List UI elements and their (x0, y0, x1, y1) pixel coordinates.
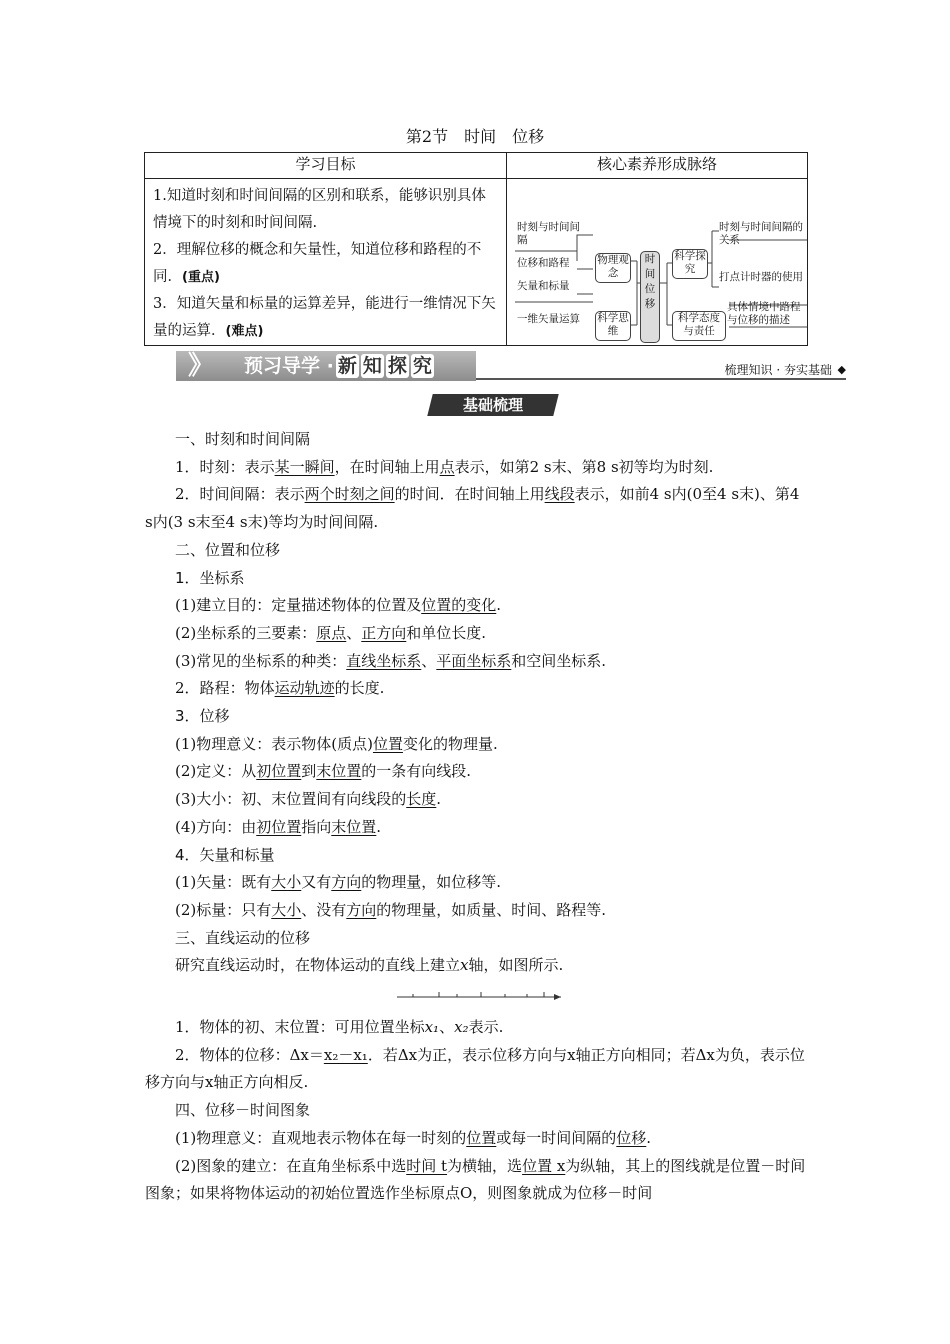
diamond-icon: ◆ (837, 363, 846, 376)
section-heading: 四、位移－时间图象 (175, 1101, 311, 1120)
paragraph: (1)物理意义：表示物体(质点)位置变化的物理量. (175, 734, 498, 753)
goals-header: 学习目标 (145, 153, 507, 179)
paragraph: (2)坐标系的三要素：原点、正方向和单位长度. (175, 623, 487, 642)
diagram-right-item: 时刻与时间间隔的关系 (719, 221, 803, 246)
goal-item: 2．理解位移的概念和矢量性，知道位移和路程的不同．(重点) (153, 242, 482, 285)
goals-cell (145, 179, 507, 346)
diagram-right-item: 具体情境中路程与位移的描述 (727, 301, 801, 326)
paragraph: (1)矢量：既有大小又有方向的物理量，如位移等. (175, 873, 502, 892)
paragraph: 2．物体的位移：Δx＝x₂－x₁．若Δx为正，表示位移方向与x轴正方向相同；若Δx为负，表示位移方向与x轴正方向相反. (145, 1045, 805, 1092)
diagram-left-item: 矢量和标量 (517, 280, 570, 292)
paragraph: (3)大小：初、末位置间有向线段的长度. (175, 790, 442, 809)
subheading: 4．矢量和标量 (175, 845, 275, 864)
coordinate-axis-figure (145, 980, 810, 1014)
goal-item: 3．知道矢量和标量的运算差异，能进行一维情况下矢量的运算．(难点) (153, 296, 496, 339)
paragraph: (2)定义：从初位置到末位置的一条有向线段. (175, 762, 472, 781)
diagram-left-item: 时刻与时间间隔 (517, 221, 580, 246)
paragraph: (2)图象的建立：在直角坐标系中选时间 t为横轴，选位置 x为纵轴，其上的图线就是位置－时间图象；如果将物体运动的初始位置选作坐标原点O，则图象就成为位移－时间 (145, 1156, 806, 1203)
banner-bar (176, 351, 476, 381)
difficulty-tag: (重点) (182, 270, 220, 285)
concept-box: 科学思维 (595, 311, 631, 341)
paragraph: (1)建立目的：定量描述物体的位置及位置的变化. (175, 596, 502, 615)
paragraph: 1．物体的初、末位置：可用位置坐标x₁、x₂表示. (175, 1018, 504, 1037)
diagram-right-item: 打点计时器的使用 (719, 271, 803, 283)
paragraph: (2)标量：只有大小、没有方向的物理量，如质量、时间、路程等. (175, 900, 607, 919)
banner-rule (476, 378, 846, 380)
skill-box: 科学探究 (672, 249, 708, 279)
chevron-icon: 》 (188, 351, 215, 381)
subheading: 1．坐标系 (175, 568, 245, 587)
section-label: 基础梳理 (424, 394, 562, 418)
section-banner (176, 347, 852, 385)
diagram-left-item: 一维矢量运算 (517, 313, 580, 325)
concept-box: 物理观念 (595, 253, 631, 283)
banner-title: 预习导学 · 新 知 探 究 (244, 355, 432, 377)
section-heading: 三、直线运动的位移 (175, 928, 311, 947)
section-heading: 一、时刻和时间间隔 (175, 430, 311, 448)
paragraph: 2．路程：物体运动轨迹的长度. (175, 679, 385, 698)
difficulty-tag: (难点) (225, 324, 264, 339)
goals-table (144, 152, 808, 346)
main-content (145, 426, 810, 1208)
paragraph: (3)常见的坐标系的种类：直线坐标系、平面坐标系和空间坐标系. (175, 651, 607, 670)
paragraph: 1．时刻：表示某一瞬间，在时间轴上用点表示，如第2 s末、第8 s初等均为时刻. (175, 457, 714, 476)
subheading: 3．位移 (175, 707, 230, 726)
goal-item: 1.知道时刻和时间间隔的区别和联系，能够识别具体情境下的时刻和时间间隔. (153, 188, 486, 231)
center-topic: 时间位移 (640, 251, 660, 343)
literacy-diagram (507, 179, 807, 345)
skill-box: 科学态度与责任 (672, 311, 726, 341)
literacy-header: 核心素养形成脉络 (507, 153, 808, 179)
paragraph: 研究直线运动时，在物体运动的直线上建立x轴，如图所示. (175, 956, 564, 975)
diagram-left-item: 位移和路程 (517, 257, 570, 269)
literacy-diagram-cell (507, 179, 808, 346)
page-title: 第2节 时间 位移 (405, 127, 545, 146)
axis-svg (145, 980, 810, 1014)
paragraph: (4)方向：由初位置指向末位置. (175, 817, 382, 836)
paragraph: 2．时间间隔：表示两个时刻之间的时间．在时间轴上用线段表示，如前4 s内(0至4 s末)、第4 s内(3 s末至4 s末)等均为时间间隔. (145, 485, 800, 532)
banner-subtitle: 梳理知识 · 夯实基础 (724, 363, 832, 377)
section-heading: 二、位置和位移 (175, 540, 281, 559)
paragraph: (1)物理意义：直观地表示物体在每一时刻的位置或每一时间间隔的位移. (175, 1128, 652, 1147)
